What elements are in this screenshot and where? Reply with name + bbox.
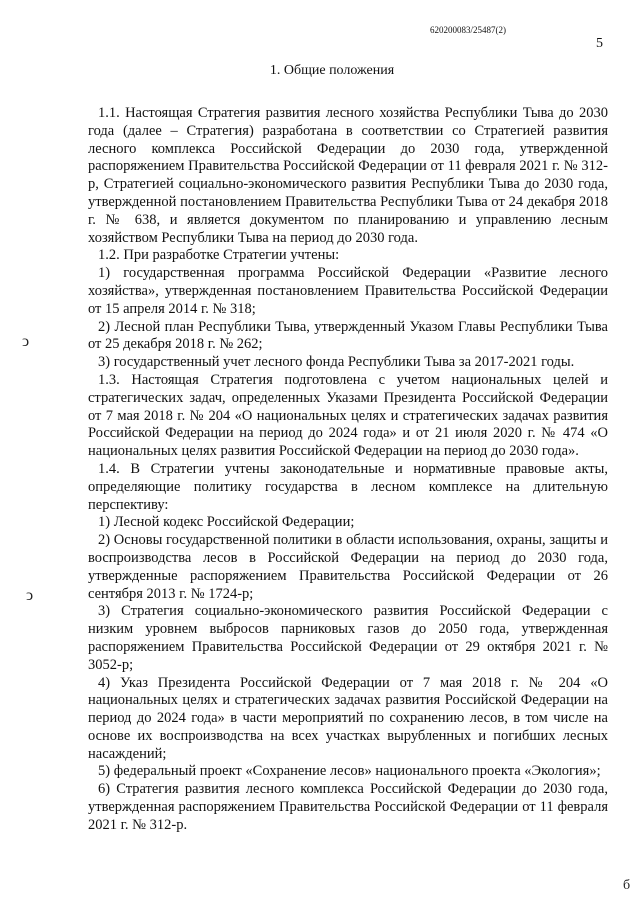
- paragraph-1-4: 1.4. В Стратегии учтены законодательные и нормативные правовые акты, определяющие политику государства в лесном комплексе на длительную перспективу:: [88, 460, 608, 513]
- section-title: 1. Общие положения: [269, 63, 395, 78]
- list-item-1-4-5: 5) федеральный проект «Сохранение лесов» национального проекта «Экология»;: [98, 763, 601, 780]
- paragraph-1-1: 1.1. Настоящая Стратегия развития лесного хозяйства Республики Тыва до 2030 года (далее – Стратегия) разработана в соответствии со Стратегией развития лесного комплекса Российской Федерации до 2030 года, утвержденной распоряжением Правительства Российской Федерации от 11 февраля 2021 г. № 312-р, Стратегией социально-экономического развития Республики Тыва до 2030 года, утвержденной постановлением Правительства Республики Тыва от 24 декабря 2018 г. № 638, и является документом по планированию и управлению лесным хозяйством Республики Тыва на период до 2030 года.: [88, 105, 608, 246]
- document-code: 620200083/25487(2): [430, 25, 506, 35]
- paragraph-1-3: 1.3. Настоящая Стратегия подготовлена с учетом национальных целей и стратегических задач, определенных Указами Президента Российской Федерации от 7 мая 2018 г. № 204 «О национальных целях и стратегических задачах развития Российской Федерации на период до 2024 года» и от 21 июля 2020 г. № 474 «О национальных целях развития Российской Федерации на период до 2030 года».: [88, 371, 608, 460]
- list-item-1-2-1: 1) государственная программа Российской Федерации «Развитие лесного хозяйства», утвержденная постановлением Правительства Российской Федерации от 15 апреля 2014 г. № 318;: [88, 265, 608, 317]
- page-number: 5: [596, 36, 603, 51]
- list-item-1-4-2: 2) Основы государственной политики в области использования, охраны, защиты и воспроизводства лесов в Российской Федерации на период до 2030 года, утвержденные распоряжением Правительства Российской Федерации от 26 сентября 2013 г. № 1724-р;: [88, 532, 608, 602]
- document-body: [88, 105, 608, 835]
- list-item-1-2-2: 2) Лесной план Республики Тыва, утвержденный Указом Главы Республики Тыва от 25 декабря 2018 г. № 262;: [88, 318, 608, 353]
- margin-check-mark: ↄ: [22, 333, 30, 350]
- list-item-1-4-6: 6) Стратегия развития лесного комплекса Российской Федерации до 2030 года, утвержденная распоряжением Правительства Российской Федерации от 11 февраля 2021 г. № 312-р.: [88, 781, 608, 833]
- paragraph-1-2: 1.2. При разработке Стратегии учтены:: [98, 247, 340, 264]
- list-item-1-4-1: 1) Лесной кодекс Российской Федерации;: [98, 514, 355, 531]
- list-item-1-2-3: 3) государственный учет лесного фонда Республики Тыва за 2017-2021 годы.: [98, 354, 575, 371]
- list-item-1-4-4: 4) Указ Президента Российской Федерации от 7 мая 2018 г. № 204 «О национальных целях и стратегических задачах развития Российской Федерации на период до 2024 года» в части мероприятий по сохранению лесов, в том числе на основе их воспроизводства на всех участках вырубленных и погибших лесных насаждений;: [88, 674, 608, 762]
- corner-mark: б: [623, 878, 631, 893]
- margin-check-mark: ↄ: [26, 587, 34, 604]
- list-item-1-4-3: 3) Стратегия социально-экономического развития Российской Федерации с низким уровнем выбросов парниковых газов до 2050 года, утвержденная распоряжением Правительства Российской Федерации от 29 октября 2021 г. № 3052-р;: [88, 603, 608, 673]
